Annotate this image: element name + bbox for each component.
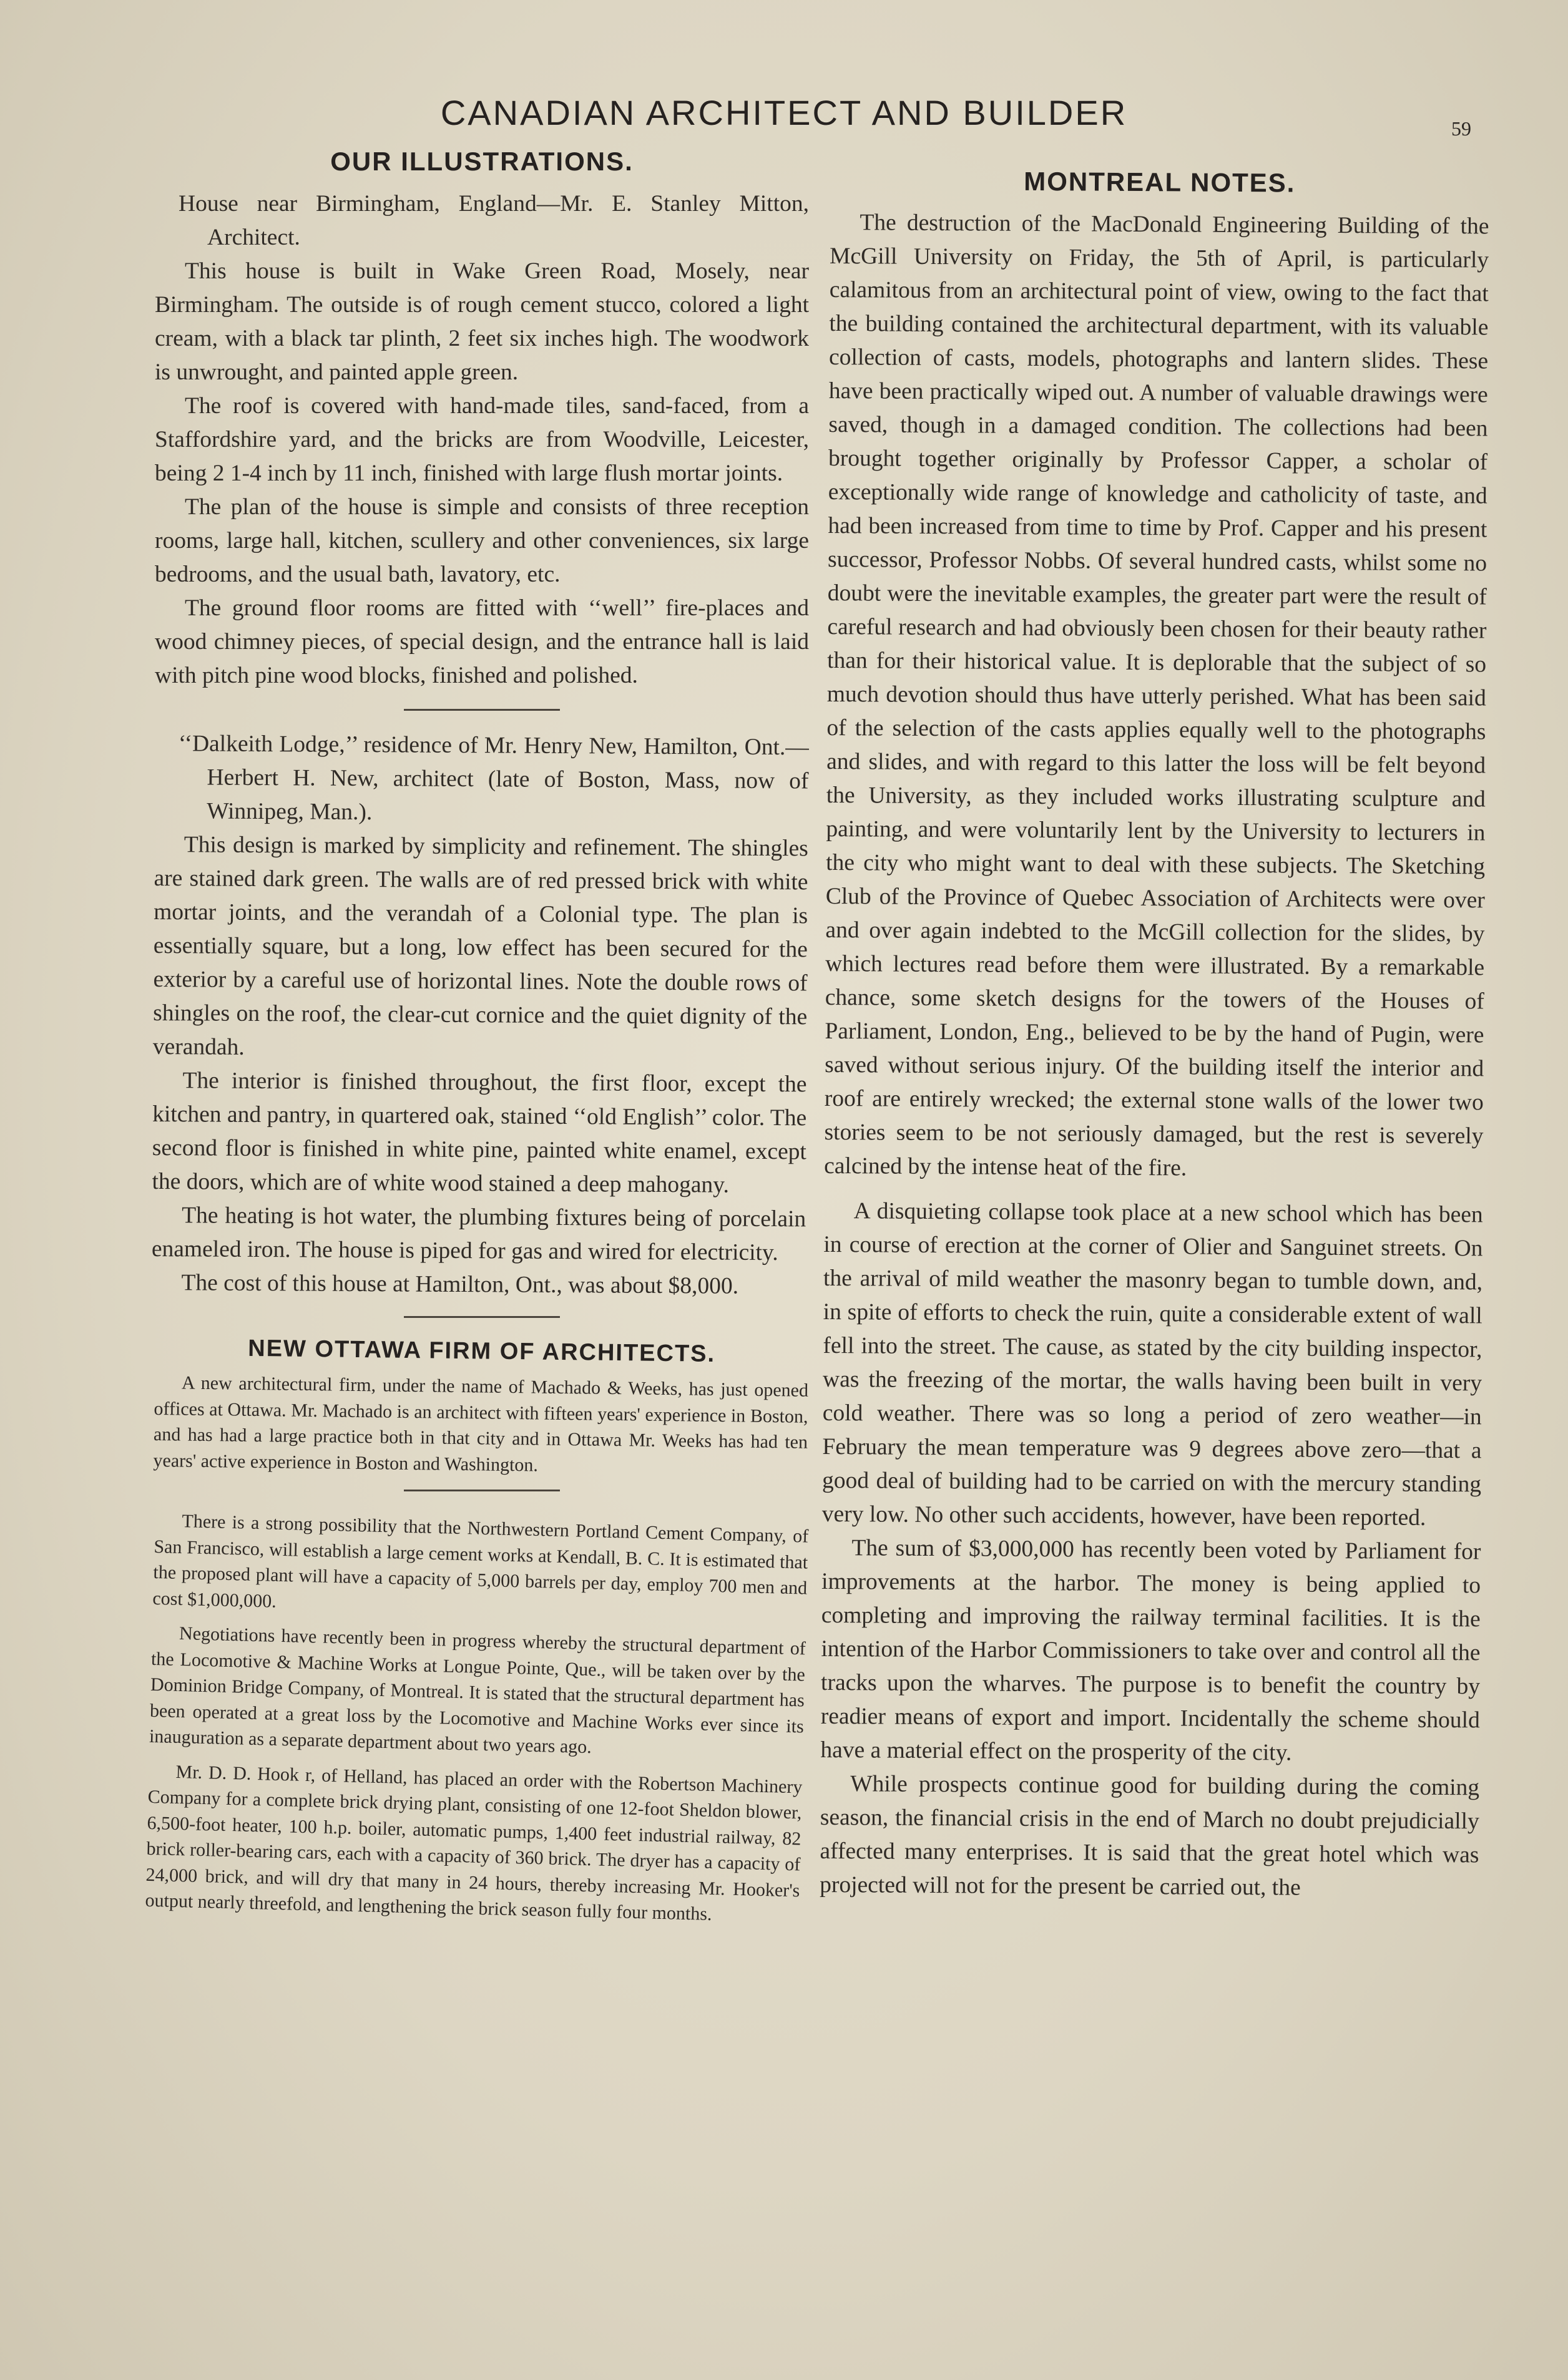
paragraph: A disquieting collapse took place at a new school which has been in course of erection at the corner of Olier and Sanguinet streets. On the arrival of mild weather the masonry began to tumble down, and, in spite of efforts to check the ruin, quite a considerable extent of wall fell into the street. The cause, as stated by the city building inspector, was the freezing of the mortar, the walls having been built in very cold weather. There was so long a period of zero weather—in February the mean temperature was 9 degrees above zero—that a good deal of building had to be carried on with the mercury standing very low. No other such accidents, however, have been reported. xyxy=(821,1198,1483,1531)
divider xyxy=(404,1490,560,1491)
ottawa-section xyxy=(153,1334,809,1481)
dalkeith-block xyxy=(151,727,809,1304)
paragraph: The heating is hot water, the plumbing fixtures being of porcelain enameled iron. The house is piped for gas and wired for electricity. xyxy=(151,1202,806,1266)
paragraph: This design is marked by simplicity and refinement. The shingles are stained dark green. The walls are of red pressed brick with white mortar joints, and the verandah of a Colonial type. The plan is essentially square, but a long, low effect has been secured for the exterior by a careful use of horizontal lines. Note the double rows of shingles on the roof, the clear-cut cornice and the quiet dignity of the verandah. xyxy=(152,832,808,1060)
right-column xyxy=(820,163,1489,1906)
illustrations-section xyxy=(151,145,809,1300)
ottawa-heading: NEW OTTAWA FIRM OF ARCHITECTS. xyxy=(248,1335,716,1367)
briefs-section xyxy=(145,1508,809,1929)
page-number: 59 xyxy=(1451,117,1471,140)
paragraph: Negotiations have recently been in progress whereby the structural department of the Locomotive & Machine Works at Longue Pointe, Que., will be taken over by the Dominion Bridge Company, of Montreal. It is stated that the structural department has been operated at a great loss by the Locomotive and Machine Works ever since its inauguration as a separate department about two years ago. xyxy=(149,1623,806,1758)
illustrations-heading: OUR ILLUSTRATIONS. xyxy=(330,147,634,176)
paragraph: While prospects continue good for building during the coming season, the financial crisis in the end of March no doubt prejudicially affected many enterprises. It is said that the great hotel which was projected will not for the present be carried out, the xyxy=(820,1771,1480,1901)
paragraph: The cost of this house at Hamilton, Ont., was about $8,000. xyxy=(181,1270,739,1299)
masthead: CANADIAN ARCHITECT AND BUILDER xyxy=(440,93,1128,132)
paragraph: The ground floor rooms are fitted with ‘‘well’’ fire-places and wood chimney pieces, of special design, and the entrance hall is laid with pitch pine wood blocks, finished and polished. xyxy=(155,595,809,688)
paragraph: A new architectural firm, under the name of Machado & Weeks, has just opened offices at Ottawa. Mr. Machado is an architect with fifteen years' experience in Boston, and has had a large practice both in that city and in Ottawa Mr. Weeks has had ten years' active experience in Boston and Washington. xyxy=(153,1372,809,1476)
paragraph: Mr. D. D. Hook r, of Helland, has placed an order with the Robertson Machinery Company for a complete brick drying plant, consisting of one 12-foot Sheldon blower, 6,500-foot heater, 100 h.p. boiler, automatic pumps, 1,400 feet industrial railway, 82 brick roller-bearing cars, each with a capacity of 360 brick. The dryer has a capacity of 24,000 brick, and will dry that many in 24 hours, thereby increasing Mr. Hooker's output nearly threefold, and lengthening the brick season fully four months. xyxy=(145,1761,803,1924)
left-column xyxy=(145,145,809,1924)
illustration-caption-1: House near Birmingham, England—Mr. E. Stanley Mitton, Architect. xyxy=(179,191,809,250)
paragraph: The roof is covered with hand-made tiles, sand-faced, from a Staffordshire yard, and the bricks are from Woodville, Leicester, being 2 1-4 inch by 11 inch, finished with large flush mortar joints. xyxy=(155,393,809,486)
paragraph: The destruction of the MacDonald Engineering Building of the McGill University on Friday, the 5th of April, is particularly calamitous from an architectural point of view, owing to the fact that the building contained the architectural department, with its valuable collection of casts, models, photographs and lantern slides. These have been practically wiped out. A number of valuable drawings were saved, though in a damaged condition. The collections had been brought together originally by Professor Capper, a scholar of exceptionally wide range of knowledge and catholicity of taste, and had been increased from time to time by Prof. Capper and his present successor, Professor Nobbs. Of several hundred casts, whilst some no doubt were the inevitable examples, the greater part were the result of careful research and had obviously been chosen for their beauty rather than for their historical value. It is deplorable that the subject of so much devotion should thus have utterly perished. What has been said of the selection of the casts applies equally well to the photographs and slides, and with regard to this latter the loss will be felt beyond the University, as they included works illustrating sculpture and painting, and were voluntarily lent by the University to lecturers in the city who might want to deal with these subjects. The Sketching Club of the Province of Quebec Association of Architects were over and over again indebted to the McGill collection for the slides, by which lectures read before them were illustrated. By a remarkable chance, some sketch designs for the towers of the Houses of Parliament, London, Eng., believed to be by the hand of Pugin, were saved without serious injury. Of the building itself the interior and roof are entirely wrecked; the external stone walls of the lower two stories seem to be not seriously damaged, but the rest is severely calcined by the intense heat of the fire. xyxy=(824,210,1489,1181)
paragraph: This house is built in Wake Green Road, Mosely, near Birmingham. The outside is of rough cement stucco, colored a light cream, with a black tar plinth, 2 feet six inches high. The woodwork is unwrought, and painted apple green. xyxy=(155,258,809,385)
paragraph: The sum of $3,000,000 has recently been voted by Parliament for improvements at the harbor. The money is being applied to completing and improving the railway terminal facilities. It is the intention of the Harbor Commissioners to take over and control all the tracks upon the wharves. The purpose is to benefit the country by readier means of export and import. Incidentally the scheme should have a material effect on the prosperity of the city. xyxy=(820,1535,1481,1766)
divider xyxy=(404,1316,560,1318)
illustration-caption-2: ‘‘Dalkeith Lodge,’’ residence of Mr. Henry New, Hamilton, Ont.—Herbert H. New, architect (late of Boston, Mass, now of Winnipeg, Man.). xyxy=(178,731,809,826)
paragraph: The plan of the house is simple and consists of three reception rooms, large hall, kitchen, scullery and other conveniences, six large bedrooms, and the usual bath, lavatory, etc. xyxy=(155,494,809,587)
montreal-heading: MONTREAL NOTES. xyxy=(1024,166,1296,198)
paragraph: The interior is finished throughout, the first floor, except the kitchen and pantry, in quartered oak, stained ‘‘old English’’ color. The second floor is finished in white pine, painted white enamel, except the doors, which are of white wood stained a deep mahogany. xyxy=(152,1068,807,1198)
paragraph: There is a strong possibility that the Northwestern Portland Cement Company, of San Francisco, will establish a large cement works at Kendall, B. C. It is estimated that the proposed plant will have a capacity of 5,000 barrels per day, employ 700 men and cost $1,000,000. xyxy=(152,1511,809,1612)
divider xyxy=(404,709,560,711)
